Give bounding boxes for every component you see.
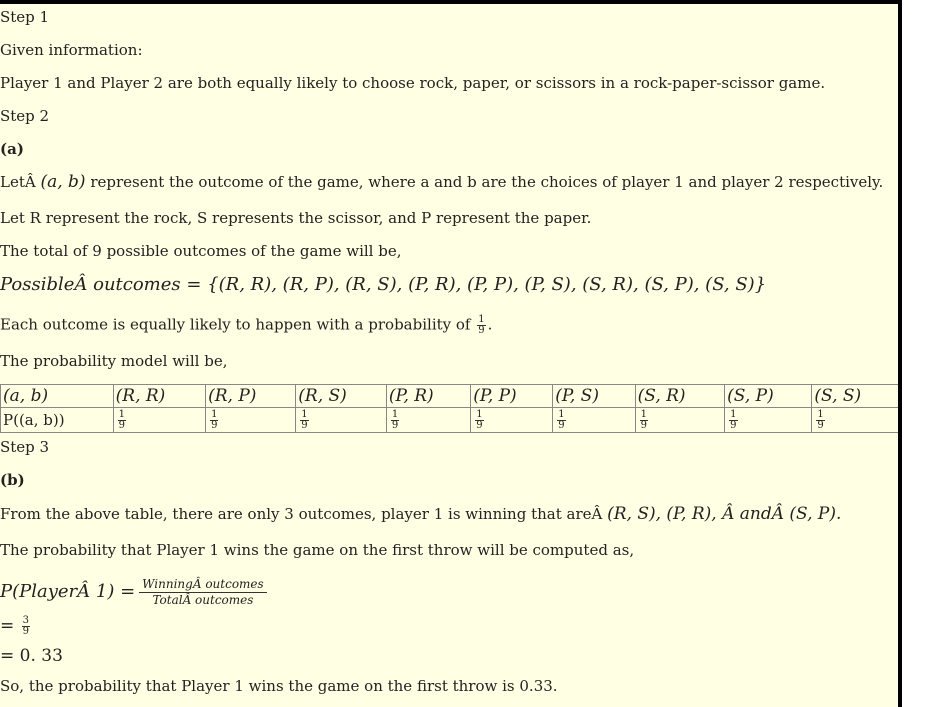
probability-cell — [812, 408, 900, 433]
outcomes-equation — [0, 276, 766, 294]
total-outcomes-text: The total of 9 possible outcomes of the game will be, — [0, 242, 402, 260]
cell-num: 1 — [301, 408, 308, 420]
conclusion-text: So, the probability that Player 1 wins the game on the first throw is 0.33. — [0, 677, 558, 695]
outcome-cell: (R, R) — [113, 385, 205, 408]
let-prefix: LetÂ — [0, 173, 41, 191]
step3-label: Step 3 — [0, 438, 50, 456]
computed-text: The probability that Player 1 wins the game on the first throw will be computed as, — [0, 541, 635, 559]
formula-fraction — [139, 577, 267, 608]
cell-den: 9 — [391, 419, 399, 431]
outcome-cell: (S, S) — [812, 385, 900, 408]
outcome-cell: (S, R) — [635, 385, 725, 408]
probability-fraction — [477, 315, 485, 336]
winning-math: (R, S), (P, R), Â andÂ (S, P). — [607, 504, 842, 524]
let-suffix: represent the outcome of the game, where a and b are the choices of player 1 and player 2 respectively. — [85, 173, 884, 191]
eq2-prefix: = — [0, 616, 20, 636]
probability-cell — [296, 408, 387, 433]
cell-num: 1 — [558, 408, 565, 420]
given-text: Player 1 and Player 2 are both equally likely to choose rock, paper, or scissors in a rock-paper-scissor game. — [0, 74, 826, 92]
eq2-fraction — [22, 616, 30, 637]
cell-num: 1 — [730, 408, 737, 420]
cell-num: 1 — [391, 408, 399, 420]
part-b-label: (b) — [0, 471, 25, 489]
formula-lhs: P(PlayerÂ 1) = — [0, 581, 136, 602]
cell-num: 1 — [211, 408, 218, 420]
probability-row — [1, 408, 900, 433]
outcome-row-label: (a, b) — [1, 385, 114, 408]
probability-cell — [725, 408, 812, 433]
outcome-row — [1, 385, 900, 408]
cell-num: 1 — [817, 408, 824, 420]
cell-den: 9 — [558, 419, 565, 431]
cell-num: 1 — [640, 408, 648, 420]
eq-three-ninths — [0, 616, 32, 637]
cell-den: 9 — [118, 419, 126, 431]
outcome-cell: (P, P) — [471, 385, 553, 408]
formula-den: TotalÂ outcomes — [152, 592, 254, 607]
probability-row-label-text: P((a, b)) — [3, 411, 65, 429]
formula-num: WinningÂ outcomes — [139, 577, 267, 593]
outcomes-rhs: = {(R, R), (R, P), (R, S), (P, R), (P, P), (P, S), (S, R), (S, P), (S, S)} — [186, 274, 767, 295]
eq-result: = 0. 33 — [0, 646, 63, 666]
cell-den: 9 — [211, 419, 218, 431]
equally-prefix: Each outcome is equally likely to happen with a probability of — [0, 315, 476, 334]
cell-den: 9 — [730, 419, 737, 431]
let-math: (a, b) — [40, 172, 86, 192]
outcome-cell: (R, P) — [206, 385, 296, 408]
part-a-label: (a) — [0, 140, 24, 158]
outcome-cell: (S, P) — [725, 385, 812, 408]
cell-den: 9 — [640, 419, 648, 431]
winning-prefix: From the above table, there are only 3 outcomes, player 1 is winning that areÂ — [0, 505, 608, 523]
outcome-cell: (P, R) — [386, 385, 470, 408]
cell-num: 1 — [476, 408, 483, 420]
probability-model-table — [0, 384, 900, 433]
probability-cell — [113, 408, 205, 433]
probability-formula — [0, 574, 267, 610]
cell-num: 1 — [118, 408, 126, 420]
given-heading: Given information: — [0, 41, 143, 59]
outcome-cell: (P, S) — [553, 385, 635, 408]
probability-num: 1 — [478, 314, 485, 325]
probability-row-label — [1, 408, 114, 433]
probability-cell — [386, 408, 470, 433]
cell-den: 9 — [476, 419, 483, 431]
equally-suffix: . — [487, 315, 493, 334]
outcomes-lhs: PossibleÂ outcomes — [0, 274, 181, 295]
let-outcome-text — [0, 173, 883, 191]
probability-cell — [206, 408, 296, 433]
let-rsp-text: Let R represent the rock, S represents the scissor, and P represent the paper. — [0, 209, 592, 227]
cell-den: 9 — [817, 419, 824, 431]
step1-label: Step 1 — [0, 8, 50, 26]
outcome-cell: (R, S) — [296, 385, 387, 408]
eq2-den: 9 — [22, 626, 30, 637]
model-text: The probability model will be, — [0, 352, 228, 370]
probability-cell — [471, 408, 553, 433]
eq2-num: 3 — [22, 615, 30, 626]
equally-likely-text — [0, 315, 492, 336]
probability-cell — [553, 408, 635, 433]
probability-den: 9 — [478, 325, 485, 336]
step2-label: Step 2 — [0, 107, 50, 125]
cell-den: 9 — [301, 419, 308, 431]
probability-cell — [635, 408, 725, 433]
winning-outcomes-text — [0, 505, 841, 523]
